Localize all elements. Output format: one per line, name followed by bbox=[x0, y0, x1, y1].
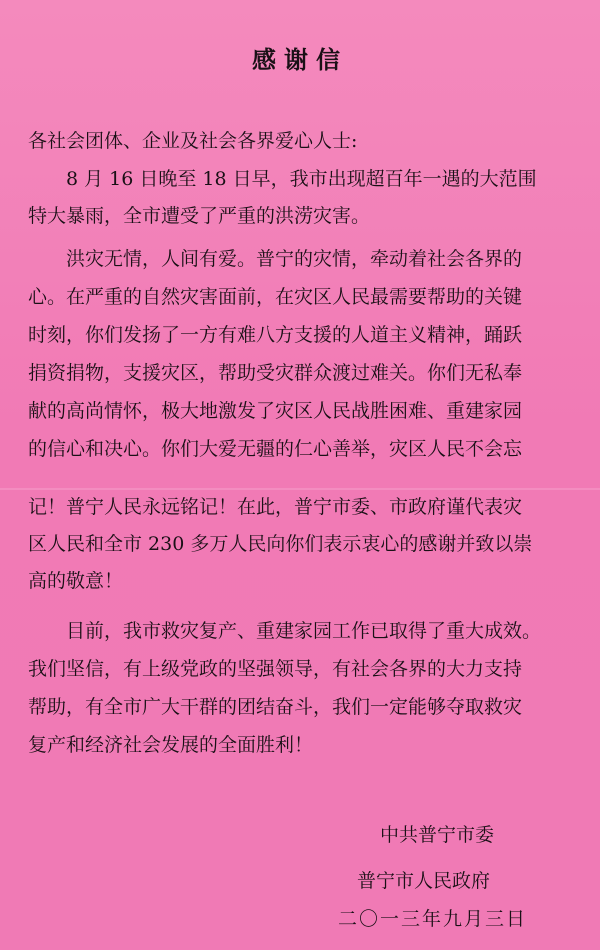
signature-party-committee: 中共普宁市委 bbox=[380, 824, 495, 846]
body-line: 区人民和全市 230 多万人民向你们表示衷心的感谢并致以崇 bbox=[28, 533, 533, 555]
body-line: 捐资捐物，支援灾区，帮助受灾群众渡过难关。你们无私奉 bbox=[28, 362, 523, 384]
body-line: 我们坚信，有上级党政的坚强领导，有社会各界的大力支持 bbox=[28, 658, 523, 680]
signature-date: 二〇一三年九月三日 bbox=[338, 908, 528, 930]
body-line: 帮助，有全市广大干群的团结奋斗，我们一定能够夺取救灾 bbox=[28, 696, 523, 718]
body-line: 8 月 16 日晚至 18 日早，我市出现超百年一遇的大范围 bbox=[28, 168, 537, 190]
body-line: 洪灾无情，人间有爱。普宁的灾情，牵动着社会各界的 bbox=[28, 248, 523, 270]
body-line: 复产和经济社会发展的全面胜利！ bbox=[28, 734, 314, 756]
body-line: 目前，我市救灾复产、重建家园工作已取得了重大成效。 bbox=[28, 620, 542, 642]
body-line: 记！普宁人民永远铭记！在此，普宁市委、市政府谨代表灾 bbox=[28, 496, 523, 518]
body-line: 高的敬意！ bbox=[28, 570, 124, 592]
body-line: 的信心和决心。你们大爱无疆的仁心善举，灾区人民不会忘 bbox=[28, 438, 523, 460]
letter-title: 感谢信 bbox=[252, 45, 348, 74]
body-line: 献的高尚情怀，极大地激发了灾区人民战胜困难、重建家园 bbox=[28, 400, 523, 422]
salutation: 各社会团体、企业及社会各界爱心人士: bbox=[28, 130, 358, 152]
body-line: 时刻，你们发扬了一方有难八方支援的人道主义精神，踊跃 bbox=[28, 324, 523, 346]
body-line: 特大暴雨，全市遭受了严重的洪涝灾害。 bbox=[28, 205, 371, 227]
body-line: 心。在严重的自然灾害面前，在灾区人民最需要帮助的关键 bbox=[28, 286, 523, 308]
paper-fold-line bbox=[0, 488, 600, 490]
signature-government: 普宁市人民政府 bbox=[357, 870, 491, 892]
